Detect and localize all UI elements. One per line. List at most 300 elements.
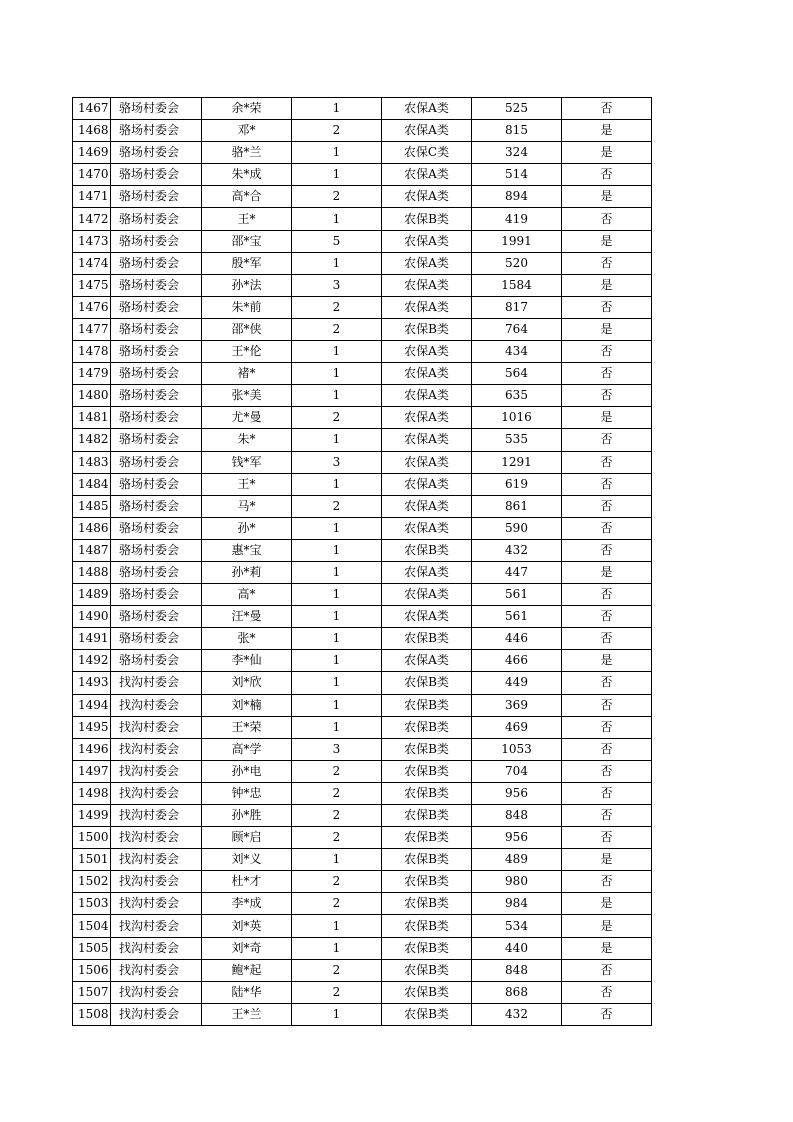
category-cell: 农保B类 (382, 937, 472, 959)
village-cell: 骆场村委会 (111, 186, 202, 208)
amount-cell: 466 (472, 650, 562, 672)
count-cell: 1 (292, 716, 382, 738)
category-cell: 农保C类 (382, 142, 472, 164)
flag-cell: 否 (562, 98, 652, 120)
name-cell: 王* (202, 208, 292, 230)
row-number-cell: 1501 (73, 849, 111, 871)
category-cell: 农保A类 (382, 296, 472, 318)
amount-cell: 848 (472, 959, 562, 981)
flag-cell: 是 (562, 561, 652, 583)
count-cell: 1 (292, 539, 382, 561)
table-row (73, 805, 652, 827)
amount-cell: 1016 (472, 407, 562, 429)
row-number-cell: 1479 (73, 363, 111, 385)
table-row (73, 296, 652, 318)
village-cell: 找沟村委会 (111, 1003, 202, 1025)
flag-cell: 否 (562, 805, 652, 827)
village-cell: 骆场村委会 (111, 363, 202, 385)
amount-cell: 561 (472, 606, 562, 628)
name-cell: 刘*楠 (202, 694, 292, 716)
count-cell: 1 (292, 98, 382, 120)
flag-cell: 否 (562, 584, 652, 606)
row-number-cell: 1496 (73, 738, 111, 760)
amount-cell: 369 (472, 694, 562, 716)
flag-cell: 否 (562, 694, 652, 716)
count-cell: 2 (292, 495, 382, 517)
amount-cell: 848 (472, 805, 562, 827)
table-row (73, 561, 652, 583)
row-number-cell: 1504 (73, 915, 111, 937)
village-cell: 骆场村委会 (111, 296, 202, 318)
row-number-cell: 1503 (73, 893, 111, 915)
name-cell: 张*美 (202, 385, 292, 407)
flag-cell: 否 (562, 164, 652, 186)
amount-cell: 590 (472, 517, 562, 539)
name-cell: 鲍*起 (202, 959, 292, 981)
category-cell: 农保A类 (382, 650, 472, 672)
name-cell: 朱* (202, 429, 292, 451)
row-number-cell: 1485 (73, 495, 111, 517)
category-cell: 农保B类 (382, 782, 472, 804)
amount-cell: 534 (472, 915, 562, 937)
village-cell: 找沟村委会 (111, 981, 202, 1003)
category-cell: 农保A类 (382, 120, 472, 142)
amount-cell: 324 (472, 142, 562, 164)
row-number-cell: 1502 (73, 871, 111, 893)
amount-cell: 469 (472, 716, 562, 738)
table-row (73, 451, 652, 473)
count-cell: 1 (292, 1003, 382, 1025)
category-cell: 农保A类 (382, 341, 472, 363)
count-cell: 1 (292, 363, 382, 385)
count-cell: 1 (292, 473, 382, 495)
table-row (73, 650, 652, 672)
count-cell: 1 (292, 584, 382, 606)
count-cell: 1 (292, 937, 382, 959)
name-cell: 王*兰 (202, 1003, 292, 1025)
amount-cell: 561 (472, 584, 562, 606)
row-number-cell: 1494 (73, 694, 111, 716)
name-cell: 邵*宝 (202, 230, 292, 252)
category-cell: 农保A类 (382, 363, 472, 385)
count-cell: 1 (292, 208, 382, 230)
row-number-cell: 1472 (73, 208, 111, 230)
category-cell: 农保B类 (382, 871, 472, 893)
flag-cell: 否 (562, 385, 652, 407)
village-cell: 找沟村委会 (111, 915, 202, 937)
village-cell: 骆场村委会 (111, 650, 202, 672)
flag-cell: 否 (562, 363, 652, 385)
name-cell: 邵*侠 (202, 318, 292, 340)
amount-cell: 815 (472, 120, 562, 142)
count-cell: 5 (292, 230, 382, 252)
name-cell: 张* (202, 628, 292, 650)
table-row (73, 274, 652, 296)
category-cell: 农保B类 (382, 672, 472, 694)
table-row (73, 120, 652, 142)
row-number-cell: 1467 (73, 98, 111, 120)
name-cell: 刘*义 (202, 849, 292, 871)
row-number-cell: 1489 (73, 584, 111, 606)
category-cell: 农保A类 (382, 451, 472, 473)
table-row (73, 429, 652, 451)
count-cell: 1 (292, 385, 382, 407)
count-cell: 2 (292, 318, 382, 340)
row-number-cell: 1500 (73, 827, 111, 849)
village-cell: 骆场村委会 (111, 451, 202, 473)
amount-cell: 525 (472, 98, 562, 120)
count-cell: 1 (292, 628, 382, 650)
category-cell: 农保B类 (382, 981, 472, 1003)
flag-cell: 否 (562, 296, 652, 318)
village-cell: 找沟村委会 (111, 937, 202, 959)
category-cell: 农保B类 (382, 628, 472, 650)
count-cell: 2 (292, 407, 382, 429)
row-number-cell: 1508 (73, 1003, 111, 1025)
name-cell: 殷*军 (202, 252, 292, 274)
count-cell: 1 (292, 429, 382, 451)
village-cell: 找沟村委会 (111, 716, 202, 738)
category-cell: 农保B类 (382, 318, 472, 340)
row-number-cell: 1468 (73, 120, 111, 142)
count-cell: 1 (292, 650, 382, 672)
count-cell: 1 (292, 164, 382, 186)
amount-cell: 447 (472, 561, 562, 583)
village-cell: 骆场村委会 (111, 517, 202, 539)
count-cell: 2 (292, 827, 382, 849)
row-number-cell: 1505 (73, 937, 111, 959)
count-cell: 2 (292, 871, 382, 893)
category-cell: 农保A类 (382, 517, 472, 539)
name-cell: 朱*成 (202, 164, 292, 186)
table-row (73, 628, 652, 650)
village-cell: 骆场村委会 (111, 252, 202, 274)
count-cell: 1 (292, 849, 382, 871)
row-number-cell: 1495 (73, 716, 111, 738)
table-row (73, 672, 652, 694)
village-cell: 骆场村委会 (111, 230, 202, 252)
name-cell: 骆*兰 (202, 142, 292, 164)
village-cell: 找沟村委会 (111, 805, 202, 827)
count-cell: 3 (292, 274, 382, 296)
table-row (73, 473, 652, 495)
village-cell: 骆场村委会 (111, 539, 202, 561)
table-row (73, 782, 652, 804)
name-cell: 王*伦 (202, 341, 292, 363)
name-cell: 刘*奇 (202, 937, 292, 959)
name-cell: 惠*宝 (202, 539, 292, 561)
amount-cell: 619 (472, 473, 562, 495)
flag-cell: 否 (562, 495, 652, 517)
count-cell: 2 (292, 120, 382, 142)
row-number-cell: 1487 (73, 539, 111, 561)
amount-cell: 419 (472, 208, 562, 230)
flag-cell: 否 (562, 827, 652, 849)
row-number-cell: 1474 (73, 252, 111, 274)
row-number-cell: 1475 (73, 274, 111, 296)
flag-cell: 是 (562, 318, 652, 340)
category-cell: 农保A类 (382, 164, 472, 186)
count-cell: 2 (292, 981, 382, 1003)
village-cell: 找沟村委会 (111, 827, 202, 849)
count-cell: 2 (292, 893, 382, 915)
flag-cell: 否 (562, 451, 652, 473)
table-row (73, 584, 652, 606)
category-cell: 农保A类 (382, 606, 472, 628)
row-number-cell: 1483 (73, 451, 111, 473)
amount-cell: 956 (472, 782, 562, 804)
table-row (73, 1003, 652, 1025)
category-cell: 农保A类 (382, 407, 472, 429)
category-cell: 农保B类 (382, 849, 472, 871)
table-row (73, 981, 652, 1003)
row-number-cell: 1490 (73, 606, 111, 628)
category-cell: 农保A类 (382, 252, 472, 274)
row-number-cell: 1478 (73, 341, 111, 363)
flag-cell: 是 (562, 230, 652, 252)
name-cell: 尤*曼 (202, 407, 292, 429)
row-number-cell: 1481 (73, 407, 111, 429)
category-cell: 农保B类 (382, 694, 472, 716)
flag-cell: 是 (562, 915, 652, 937)
name-cell: 孙*法 (202, 274, 292, 296)
amount-cell: 817 (472, 296, 562, 318)
name-cell: 李*成 (202, 893, 292, 915)
category-cell: 农保B类 (382, 760, 472, 782)
name-cell: 朱*前 (202, 296, 292, 318)
name-cell: 刘*英 (202, 915, 292, 937)
village-cell: 找沟村委会 (111, 760, 202, 782)
name-cell: 李*仙 (202, 650, 292, 672)
category-cell: 农保B类 (382, 915, 472, 937)
table-row (73, 318, 652, 340)
flag-cell: 否 (562, 539, 652, 561)
name-cell: 高*学 (202, 738, 292, 760)
row-number-cell: 1470 (73, 164, 111, 186)
flag-cell: 否 (562, 738, 652, 760)
row-number-cell: 1486 (73, 517, 111, 539)
table-row (73, 363, 652, 385)
amount-cell: 984 (472, 893, 562, 915)
table-row (73, 937, 652, 959)
flag-cell: 否 (562, 672, 652, 694)
count-cell: 2 (292, 805, 382, 827)
category-cell: 农保A类 (382, 473, 472, 495)
village-cell: 骆场村委会 (111, 164, 202, 186)
row-number-cell: 1477 (73, 318, 111, 340)
name-cell: 杜*才 (202, 871, 292, 893)
flag-cell: 是 (562, 120, 652, 142)
count-cell: 1 (292, 606, 382, 628)
count-cell: 3 (292, 451, 382, 473)
count-cell: 3 (292, 738, 382, 760)
village-cell: 骆场村委会 (111, 407, 202, 429)
row-number-cell: 1476 (73, 296, 111, 318)
category-cell: 农保B类 (382, 805, 472, 827)
amount-cell: 1053 (472, 738, 562, 760)
category-cell: 农保A类 (382, 495, 472, 517)
flag-cell: 否 (562, 628, 652, 650)
row-number-cell: 1492 (73, 650, 111, 672)
name-cell: 孙*莉 (202, 561, 292, 583)
name-cell: 高* (202, 584, 292, 606)
village-cell: 找沟村委会 (111, 782, 202, 804)
amount-cell: 514 (472, 164, 562, 186)
amount-cell: 980 (472, 871, 562, 893)
count-cell: 2 (292, 186, 382, 208)
category-cell: 农保A类 (382, 429, 472, 451)
row-number-cell: 1497 (73, 760, 111, 782)
name-cell: 陆*华 (202, 981, 292, 1003)
count-cell: 2 (292, 782, 382, 804)
flag-cell: 是 (562, 142, 652, 164)
flag-cell: 是 (562, 849, 652, 871)
category-cell: 农保B类 (382, 893, 472, 915)
name-cell: 王* (202, 473, 292, 495)
row-number-cell: 1469 (73, 142, 111, 164)
flag-cell: 是 (562, 274, 652, 296)
category-cell: 农保A类 (382, 584, 472, 606)
category-cell: 农保B类 (382, 959, 472, 981)
village-cell: 骆场村委会 (111, 628, 202, 650)
category-cell: 农保A类 (382, 230, 472, 252)
flag-cell: 否 (562, 1003, 652, 1025)
table-row (73, 230, 652, 252)
village-cell: 找沟村委会 (111, 672, 202, 694)
table-row (73, 186, 652, 208)
name-cell: 钱*军 (202, 451, 292, 473)
table-row (73, 539, 652, 561)
amount-cell: 956 (472, 827, 562, 849)
table-row (73, 606, 652, 628)
category-cell: 农保B类 (382, 208, 472, 230)
village-cell: 骆场村委会 (111, 274, 202, 296)
amount-cell: 434 (472, 341, 562, 363)
village-cell: 骆场村委会 (111, 385, 202, 407)
table-row (73, 716, 652, 738)
village-cell: 骆场村委会 (111, 98, 202, 120)
flag-cell: 是 (562, 407, 652, 429)
village-cell: 骆场村委会 (111, 318, 202, 340)
table-body (73, 98, 652, 1026)
name-cell: 钟*忠 (202, 782, 292, 804)
table-row (73, 827, 652, 849)
row-number-cell: 1488 (73, 561, 111, 583)
row-number-cell: 1480 (73, 385, 111, 407)
flag-cell: 否 (562, 341, 652, 363)
row-number-cell: 1491 (73, 628, 111, 650)
village-cell: 找沟村委会 (111, 871, 202, 893)
amount-cell: 894 (472, 186, 562, 208)
data-table (72, 97, 652, 1026)
village-cell: 骆场村委会 (111, 120, 202, 142)
amount-cell: 861 (472, 495, 562, 517)
table-row (73, 694, 652, 716)
flag-cell: 是 (562, 893, 652, 915)
village-cell: 骆场村委会 (111, 495, 202, 517)
category-cell: 农保A类 (382, 385, 472, 407)
flag-cell: 是 (562, 186, 652, 208)
table-row (73, 252, 652, 274)
village-cell: 找沟村委会 (111, 694, 202, 716)
table-row (73, 738, 652, 760)
category-cell: 农保B类 (382, 539, 472, 561)
category-cell: 农保B类 (382, 1003, 472, 1025)
amount-cell: 432 (472, 539, 562, 561)
village-cell: 骆场村委会 (111, 584, 202, 606)
category-cell: 农保A类 (382, 274, 472, 296)
amount-cell: 520 (472, 252, 562, 274)
flag-cell: 否 (562, 473, 652, 495)
amount-cell: 446 (472, 628, 562, 650)
table-row (73, 164, 652, 186)
table-row (73, 495, 652, 517)
count-cell: 1 (292, 694, 382, 716)
name-cell: 顾*启 (202, 827, 292, 849)
village-cell: 骆场村委会 (111, 561, 202, 583)
row-number-cell: 1507 (73, 981, 111, 1003)
flag-cell: 是 (562, 937, 652, 959)
amount-cell: 635 (472, 385, 562, 407)
table-row (73, 385, 652, 407)
count-cell: 2 (292, 296, 382, 318)
flag-cell: 否 (562, 871, 652, 893)
name-cell: 褚* (202, 363, 292, 385)
flag-cell: 否 (562, 517, 652, 539)
flag-cell: 否 (562, 959, 652, 981)
table-row (73, 959, 652, 981)
amount-cell: 1584 (472, 274, 562, 296)
flag-cell: 否 (562, 981, 652, 1003)
amount-cell: 449 (472, 672, 562, 694)
name-cell: 孙*电 (202, 760, 292, 782)
amount-cell: 489 (472, 849, 562, 871)
flag-cell: 否 (562, 782, 652, 804)
count-cell: 1 (292, 252, 382, 274)
village-cell: 找沟村委会 (111, 959, 202, 981)
village-cell: 骆场村委会 (111, 429, 202, 451)
category-cell: 农保A类 (382, 561, 472, 583)
count-cell: 1 (292, 517, 382, 539)
amount-cell: 564 (472, 363, 562, 385)
village-cell: 骆场村委会 (111, 341, 202, 363)
village-cell: 骆场村委会 (111, 473, 202, 495)
flag-cell: 否 (562, 606, 652, 628)
flag-cell: 否 (562, 208, 652, 230)
category-cell: 农保B类 (382, 827, 472, 849)
village-cell: 骆场村委会 (111, 606, 202, 628)
amount-cell: 1991 (472, 230, 562, 252)
name-cell: 汪*曼 (202, 606, 292, 628)
table-row (73, 407, 652, 429)
category-cell: 农保B类 (382, 738, 472, 760)
table-row (73, 871, 652, 893)
name-cell: 刘*欣 (202, 672, 292, 694)
count-cell: 2 (292, 760, 382, 782)
table-row (73, 98, 652, 120)
flag-cell: 否 (562, 252, 652, 274)
row-number-cell: 1506 (73, 959, 111, 981)
row-number-cell: 1498 (73, 782, 111, 804)
row-number-cell: 1484 (73, 473, 111, 495)
amount-cell: 1291 (472, 451, 562, 473)
amount-cell: 440 (472, 937, 562, 959)
row-number-cell: 1471 (73, 186, 111, 208)
count-cell: 1 (292, 341, 382, 363)
village-cell: 找沟村委会 (111, 738, 202, 760)
village-cell: 找沟村委会 (111, 893, 202, 915)
category-cell: 农保A类 (382, 98, 472, 120)
